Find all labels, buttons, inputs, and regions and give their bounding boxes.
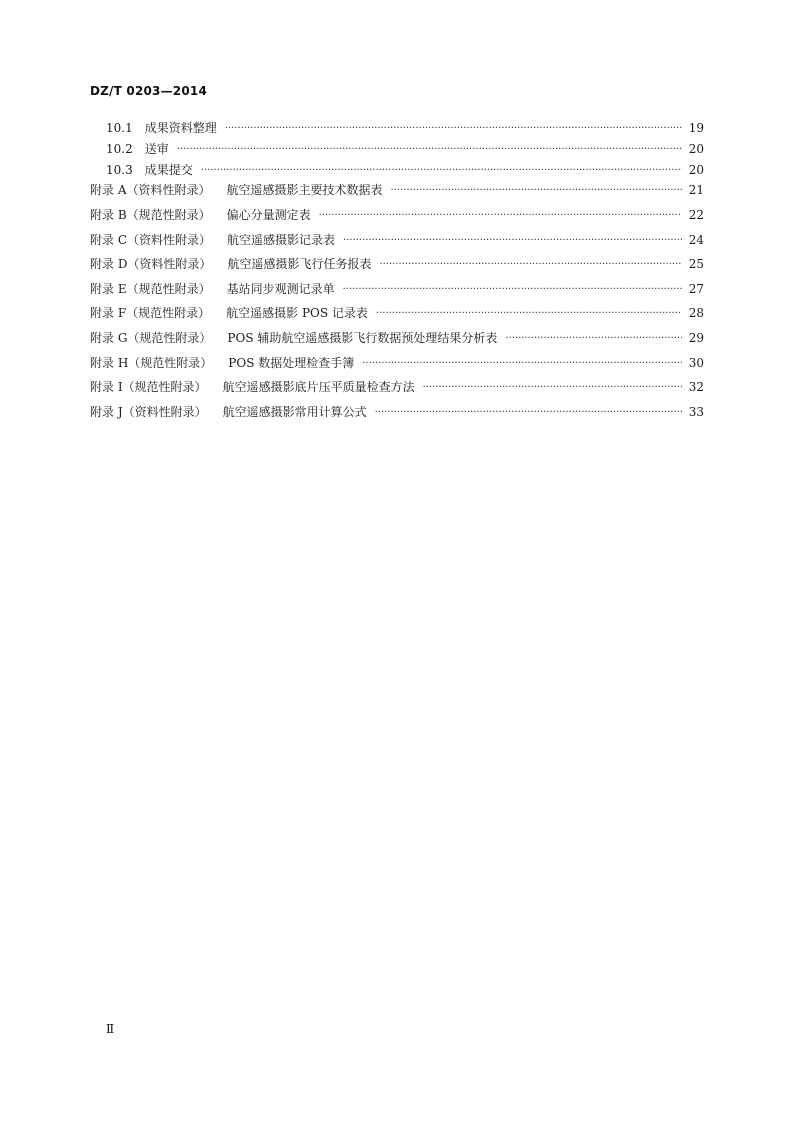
dot-leader (343, 284, 682, 295)
toc-entry-appendix-j[interactable] (90, 403, 704, 428)
document-code-header: DZ/T 0203—2014 (90, 84, 208, 98)
toc-appendix-label: 附录 D（资料性附录） (90, 257, 212, 272)
toc-entry-title: 成果提交 (144, 162, 193, 177)
dot-leader (319, 210, 682, 221)
dot-leader (379, 259, 682, 270)
toc-entry-title: 航空遥感摄影主要技术数据表 (226, 183, 383, 198)
dot-leader (391, 185, 683, 196)
toc-entry-title: 偏心分量测定表 (226, 207, 311, 222)
toc-entry-title: 航空遥感摄影记录表 (227, 232, 336, 247)
toc-entry-page: 29 (688, 330, 704, 345)
page-number: Ⅱ (106, 1022, 115, 1036)
dot-leader (343, 235, 682, 246)
toc-entry-number: 10.1 (106, 121, 133, 135)
dot-leader (376, 308, 682, 319)
toc-entry-page: 28 (688, 306, 704, 321)
toc-entry-page: 24 (688, 232, 704, 247)
toc-entry-page: 25 (688, 257, 704, 272)
toc-entry-appendix-b[interactable] (90, 206, 704, 231)
toc-entry-page: 20 (688, 141, 704, 156)
toc-entry-title: POS 辅助航空遥感摄影飞行数据预处理结果分析表 (227, 330, 498, 345)
toc-entry-title: 航空遥感摄影飞行任务报表 (227, 257, 372, 272)
toc-entry-title: 航空遥感摄影底片压平质量检查方法 (222, 380, 415, 395)
toc-appendix-label: 附录 I（规范性附录） (90, 380, 207, 395)
toc-entry-title: 成果资料整理 (144, 121, 217, 135)
toc-entry-page: 27 (688, 281, 704, 296)
toc-entry-appendix-i[interactable] (90, 378, 704, 403)
dot-leader (177, 144, 682, 155)
toc-appendix-label: 附录 G（规范性附录） (90, 330, 212, 345)
toc-entry-appendix-g[interactable] (90, 329, 704, 354)
dot-leader (362, 358, 682, 369)
toc-entry-title: 航空遥感摄影 POS 记录表 (226, 306, 368, 321)
toc-entry-page: 21 (688, 183, 704, 198)
toc-entry-title: POS 数据处理检查手簿 (228, 355, 355, 370)
toc-appendix-label: 附录 A（资料性附录） (90, 183, 211, 198)
toc-entry-title: 送审 (144, 141, 169, 156)
toc-entry-number: 10.2 (106, 141, 133, 156)
dot-leader (201, 165, 682, 176)
toc-entry-title: 基站同步观测记录单 (226, 281, 335, 296)
toc-entry-page: 19 (688, 121, 704, 135)
toc-appendix-label: 附录 J（资料性附录） (90, 404, 207, 419)
toc-entry-appendix-d[interactable] (90, 255, 704, 280)
toc-entry-page: 22 (688, 207, 704, 222)
dot-leader (423, 382, 682, 393)
toc-entry-10-3[interactable] (90, 161, 704, 182)
dot-leader (505, 333, 682, 344)
toc-entry-appendix-a[interactable] (90, 181, 704, 206)
toc-entry-10-2[interactable] (90, 140, 704, 161)
toc-appendix-label: 附录 C（资料性附录） (90, 232, 211, 247)
toc-entry-title: 航空遥感摄影常用计算公式 (222, 404, 367, 419)
toc-entry-page: 30 (688, 355, 704, 370)
toc-appendix-label: 附录 H（规范性附录） (90, 355, 213, 370)
toc-entry-appendix-e[interactable] (90, 280, 704, 305)
toc-appendix-label: 附录 B（规范性附录） (90, 207, 211, 222)
toc-entry-page: 20 (688, 162, 704, 177)
toc-appendix-label: 附录 F（规范性附录） (90, 306, 211, 321)
toc-entry-appendix-c[interactable] (90, 231, 704, 256)
toc-entry-appendix-f[interactable] (90, 304, 704, 329)
toc-entry-appendix-h[interactable] (90, 354, 704, 379)
dot-leader (375, 407, 682, 418)
toc-entry-page: 33 (688, 404, 704, 419)
toc-entry-10-1[interactable] (90, 119, 704, 140)
toc-entry-page: 32 (688, 380, 704, 395)
table-of-contents (90, 119, 704, 427)
toc-entry-number: 10.3 (106, 162, 133, 177)
toc-appendix-label: 附录 E（规范性附录） (90, 281, 211, 296)
dot-leader (225, 123, 682, 134)
